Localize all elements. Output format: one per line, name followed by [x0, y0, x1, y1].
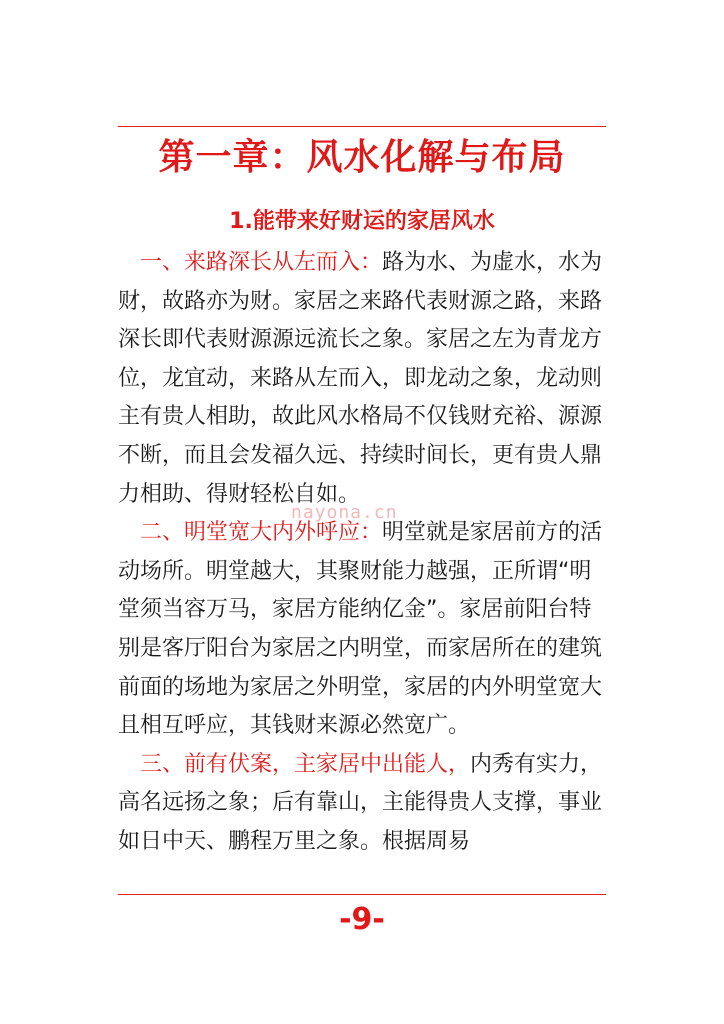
body-text [118, 244, 610, 862]
paragraph-body: 路为水、为虚水，水为财，故路亦为财。家居之来路代表财源之路，来路深长即代表财源源远流长之象。家居之左为青龙方位，龙宜动，来路从左而入，即龙动之象，龙动则主有贵人相助，故此风水格局不仅钱财充裕、源源不断，而且会发福久远、持续时间长，更有贵人鼎力相助、得财轻松自如。 [118, 250, 603, 507]
chapter-title: 第一章：风水化解与布局 [158, 137, 566, 178]
paragraph-body: 内秀有实力，高名远扬之象；后有靠山，主能得贵人支撑，事业如日中天、鹏程万里之象。根据周易 [118, 751, 603, 854]
top-divider [118, 126, 606, 127]
paragraph [118, 244, 610, 514]
paragraph [118, 514, 610, 746]
paragraph [118, 746, 610, 862]
paragraph-body: 明堂就是家居前方的活动场所。明堂越大，其聚财能力越强，正所谓“明堂须当容万马，家居方能纳亿金”。家居前阳台特别是客厅阳台为家居之内明堂，而家居所在的建筑前面的场地为家居之外明堂，家居的内外明堂宽大且相互呼应，其钱财来源必然宽广。 [118, 520, 603, 739]
section-title: 1.能带来好财运的家居风水 [229, 209, 495, 234]
page-number: -9- [339, 902, 385, 937]
paragraph-heading: 一、来路深长从左而入： [140, 250, 383, 275]
paragraph-heading: 三、前有伏案，主家居中出能人， [140, 751, 471, 777]
paragraph-heading: 二、明堂宽大内外呼应： [140, 520, 383, 546]
watermark: nayona.cn [291, 502, 398, 523]
bottom-divider [118, 894, 606, 895]
